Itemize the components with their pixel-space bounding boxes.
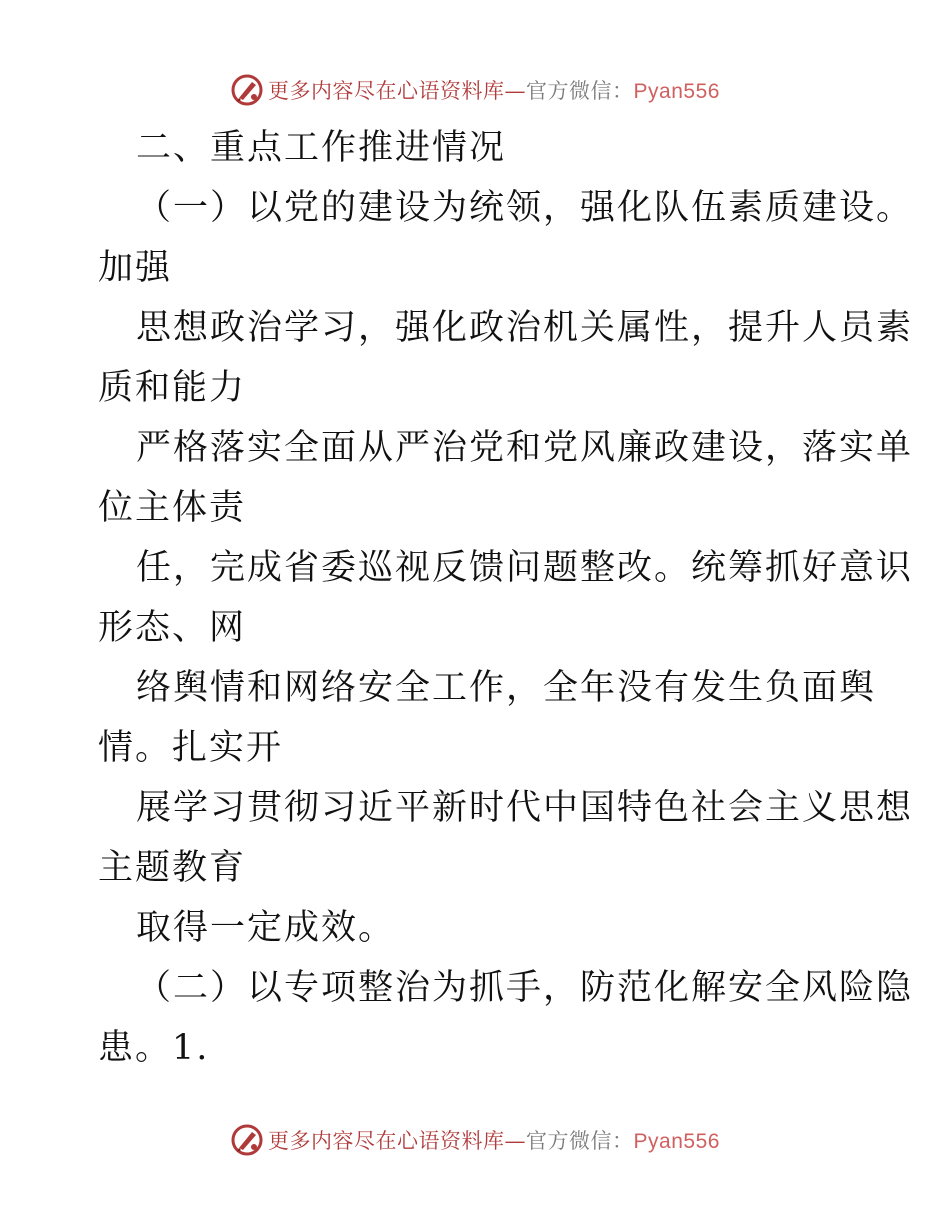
watermark-separator: — [504, 79, 527, 103]
watermark-wechat-id: Pyan556 [633, 80, 720, 103]
watermark-wechat-id: Pyan556 [633, 1130, 720, 1153]
text-line: 展学习贯彻习近平新时代中国特色社会主义思想 [136, 788, 914, 828]
document-body [98, 118, 914, 1078]
text-line: 络舆情和网络安全工作，全年没有发生负面舆 [136, 668, 877, 708]
text-line: 任，完成省委巡视反馈问题整改。统筹抓好意识 [136, 548, 914, 588]
text-line: 主题教育 [98, 848, 247, 888]
text-line: 加强 [98, 248, 173, 288]
watermark-header [0, 70, 950, 110]
quill-pen-logo-icon [230, 1123, 264, 1157]
subsection-heading-1: （一）以党的建设为统领，强化队伍素质建设。 [136, 188, 914, 228]
text-line: 取得一定成效。 [136, 908, 396, 948]
text-line: 严格落实全面从严治党和党风廉政建设，落实单 [136, 428, 914, 468]
watermark-wechat-label: 官方微信： [526, 1129, 634, 1153]
subsection-heading-2: （二）以专项整治为抓手，防范化解安全风险隐 [136, 968, 914, 1008]
text-line: 位主体责 [98, 488, 247, 528]
text-line: 情。扎实开 [98, 728, 284, 768]
text-line: 思想政治学习，强化政治机关属性，提升人员素 [136, 308, 914, 348]
watermark-wechat-label: 官方微信： [526, 79, 634, 103]
quill-pen-logo-icon [230, 73, 264, 107]
text-line: 形态、网 [98, 608, 247, 648]
watermark-footer [0, 1120, 950, 1160]
watermark-separator: — [504, 1129, 527, 1153]
watermark-brand: 更多内容尽在心语资料库 [268, 79, 505, 103]
text-line: 患。1. [98, 1028, 210, 1068]
section-heading: 二、重点工作推进情况 [136, 128, 507, 168]
watermark-brand: 更多内容尽在心语资料库 [268, 1129, 505, 1153]
text-line: 质和能力 [98, 368, 247, 408]
